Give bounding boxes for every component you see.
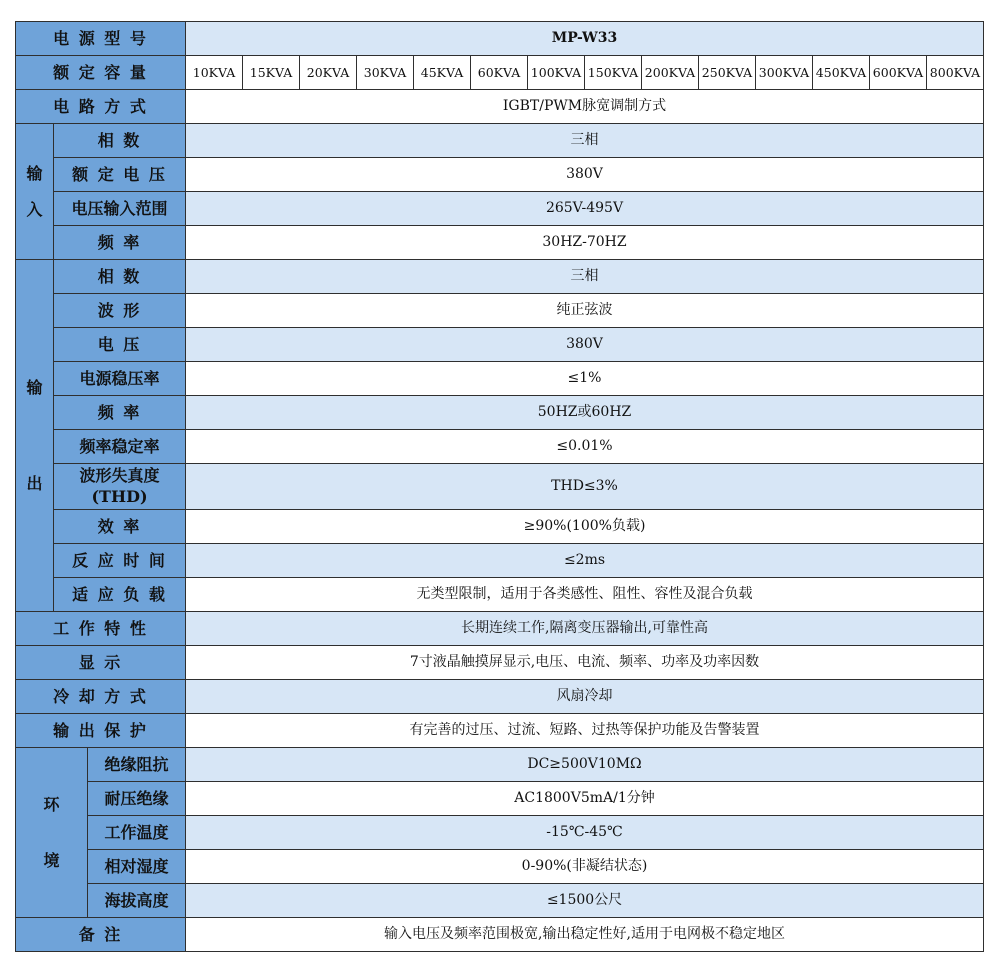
output-response-label: 反 应 时 间 bbox=[54, 544, 186, 578]
env-humidity-value: 0-90%(非凝结状态) bbox=[186, 850, 984, 884]
env-group-label bbox=[16, 748, 88, 918]
row-output-efficiency bbox=[16, 510, 984, 544]
env-altitude-label: 海拔高度 bbox=[88, 884, 186, 918]
input-group-char: 入 bbox=[26, 199, 43, 219]
output-frequency-label: 频 率 bbox=[54, 396, 186, 430]
input-range-value: 265V-495V bbox=[186, 192, 984, 226]
display-label: 显 示 bbox=[16, 646, 186, 680]
capacity-cell: 10KVA bbox=[186, 56, 243, 90]
env-group-char: 环 bbox=[43, 795, 60, 815]
capacity-cell: 300KVA bbox=[756, 56, 813, 90]
env-insulation-value: DC≥500V10MΩ bbox=[186, 748, 984, 782]
input-group-char: 输 bbox=[26, 164, 43, 184]
capacity-cell: 60KVA bbox=[471, 56, 528, 90]
env-temperature-value: -15℃-45℃ bbox=[186, 816, 984, 850]
input-phase-value: 三相 bbox=[186, 124, 984, 158]
model-value: MP-W33 bbox=[186, 22, 984, 56]
model-label: 电 源 型 号 bbox=[16, 22, 186, 56]
protection-value: 有完善的过压、过流、短路、过热等保护功能及告警装置 bbox=[186, 714, 984, 748]
row-output-freq-stability bbox=[16, 430, 984, 464]
display-value: 7寸液晶触摸屏显示,电压、电流、频率、功率及功率因数 bbox=[186, 646, 984, 680]
row-output-frequency bbox=[16, 396, 984, 430]
env-group-char: 境 bbox=[43, 850, 60, 870]
row-env-temperature bbox=[16, 816, 984, 850]
input-voltage-label: 额 定 电 压 bbox=[54, 158, 186, 192]
env-altitude-value: ≤1500公尺 bbox=[186, 884, 984, 918]
circuit-label: 电 路 方 式 bbox=[16, 90, 186, 124]
output-phase-label: 相 数 bbox=[54, 260, 186, 294]
row-output-voltage bbox=[16, 328, 984, 362]
row-display bbox=[16, 646, 984, 680]
output-thd-label bbox=[54, 464, 186, 510]
capacity-cell: 200KVA bbox=[642, 56, 699, 90]
capacity-cell: 600KVA bbox=[870, 56, 927, 90]
capacity-cell: 20KVA bbox=[300, 56, 357, 90]
output-group-label bbox=[16, 260, 54, 612]
cooling-label: 冷 却 方 式 bbox=[16, 680, 186, 714]
row-capacity bbox=[16, 56, 984, 90]
output-waveform-label: 波 形 bbox=[54, 294, 186, 328]
row-protection bbox=[16, 714, 984, 748]
row-input-range bbox=[16, 192, 984, 226]
output-freq-stability-value: ≤0.01% bbox=[186, 430, 984, 464]
row-output-response bbox=[16, 544, 984, 578]
input-frequency-value: 30HZ-70HZ bbox=[186, 226, 984, 260]
capacity-label: 额 定 容 量 bbox=[16, 56, 186, 90]
output-group-char: 输 bbox=[26, 378, 43, 398]
capacity-cell: 45KVA bbox=[414, 56, 471, 90]
env-humidity-label: 相对湿度 bbox=[88, 850, 186, 884]
row-model bbox=[16, 22, 984, 56]
output-efficiency-label: 效 率 bbox=[54, 510, 186, 544]
output-regulation-value: ≤1% bbox=[186, 362, 984, 396]
row-env-withstand bbox=[16, 782, 984, 816]
env-withstand-value: AC1800V5mA/1分钟 bbox=[186, 782, 984, 816]
env-insulation-label: 绝缘阻抗 bbox=[88, 748, 186, 782]
capacity-cell: 800KVA bbox=[927, 56, 984, 90]
output-phase-value: 三相 bbox=[186, 260, 984, 294]
row-env-humidity bbox=[16, 850, 984, 884]
row-output-load bbox=[16, 578, 984, 612]
row-output-regulation bbox=[16, 362, 984, 396]
remark-label: 备 注 bbox=[16, 918, 186, 952]
row-output-thd bbox=[16, 464, 984, 510]
input-range-label: 电压输入范围 bbox=[54, 192, 186, 226]
output-freq-stability-label: 频率稳定率 bbox=[54, 430, 186, 464]
output-efficiency-value: ≥90%(100%负载) bbox=[186, 510, 984, 544]
capacity-cell: 250KVA bbox=[699, 56, 756, 90]
row-input-frequency bbox=[16, 226, 984, 260]
output-load-value: 无类型限制，适用于各类感性、阻性、容性及混合负载 bbox=[186, 578, 984, 612]
output-thd-label-line2: (THD) bbox=[91, 486, 148, 506]
remark-value: 输入电压及频率范围极宽,输出稳定性好,适用于电网极不稳定地区 bbox=[186, 918, 984, 952]
row-env-altitude bbox=[16, 884, 984, 918]
work-value: 长期连续工作,隔离变压器输出,可靠性高 bbox=[186, 612, 984, 646]
row-env-insulation bbox=[16, 748, 984, 782]
row-cooling bbox=[16, 680, 984, 714]
row-circuit bbox=[16, 90, 984, 124]
input-frequency-label: 频 率 bbox=[54, 226, 186, 260]
input-group-label bbox=[16, 124, 54, 260]
protection-label: 输 出 保 护 bbox=[16, 714, 186, 748]
output-voltage-value: 380V bbox=[186, 328, 984, 362]
input-voltage-value: 380V bbox=[186, 158, 984, 192]
capacity-cell: 30KVA bbox=[357, 56, 414, 90]
row-remark bbox=[16, 918, 984, 952]
capacity-cell: 15KVA bbox=[243, 56, 300, 90]
cooling-value: 风扇冷却 bbox=[186, 680, 984, 714]
capacity-cell: 450KVA bbox=[813, 56, 870, 90]
output-regulation-label: 电源稳压率 bbox=[54, 362, 186, 396]
env-temperature-label: 工作温度 bbox=[88, 816, 186, 850]
output-thd-label-line1: 波形失真度 bbox=[79, 465, 160, 485]
work-label: 工 作 特 性 bbox=[16, 612, 186, 646]
output-response-value: ≤2ms bbox=[186, 544, 984, 578]
row-input-voltage bbox=[16, 158, 984, 192]
capacity-cell: 150KVA bbox=[585, 56, 642, 90]
output-waveform-value: 纯正弦波 bbox=[186, 294, 984, 328]
output-group-char: 出 bbox=[26, 473, 43, 493]
output-frequency-value: 50HZ或60HZ bbox=[186, 396, 984, 430]
circuit-value: IGBT/PWM脉宽调制方式 bbox=[186, 90, 984, 124]
output-voltage-label: 电 压 bbox=[54, 328, 186, 362]
output-load-label: 适 应 负 载 bbox=[54, 578, 186, 612]
input-phase-label: 相 数 bbox=[54, 124, 186, 158]
capacity-cell: 100KVA bbox=[528, 56, 585, 90]
output-thd-value: THD≤3% bbox=[186, 464, 984, 510]
row-output-waveform bbox=[16, 294, 984, 328]
row-input-phase bbox=[16, 124, 984, 158]
spec-table bbox=[15, 21, 984, 952]
env-withstand-label: 耐压绝缘 bbox=[88, 782, 186, 816]
row-work bbox=[16, 612, 984, 646]
row-output-phase bbox=[16, 260, 984, 294]
